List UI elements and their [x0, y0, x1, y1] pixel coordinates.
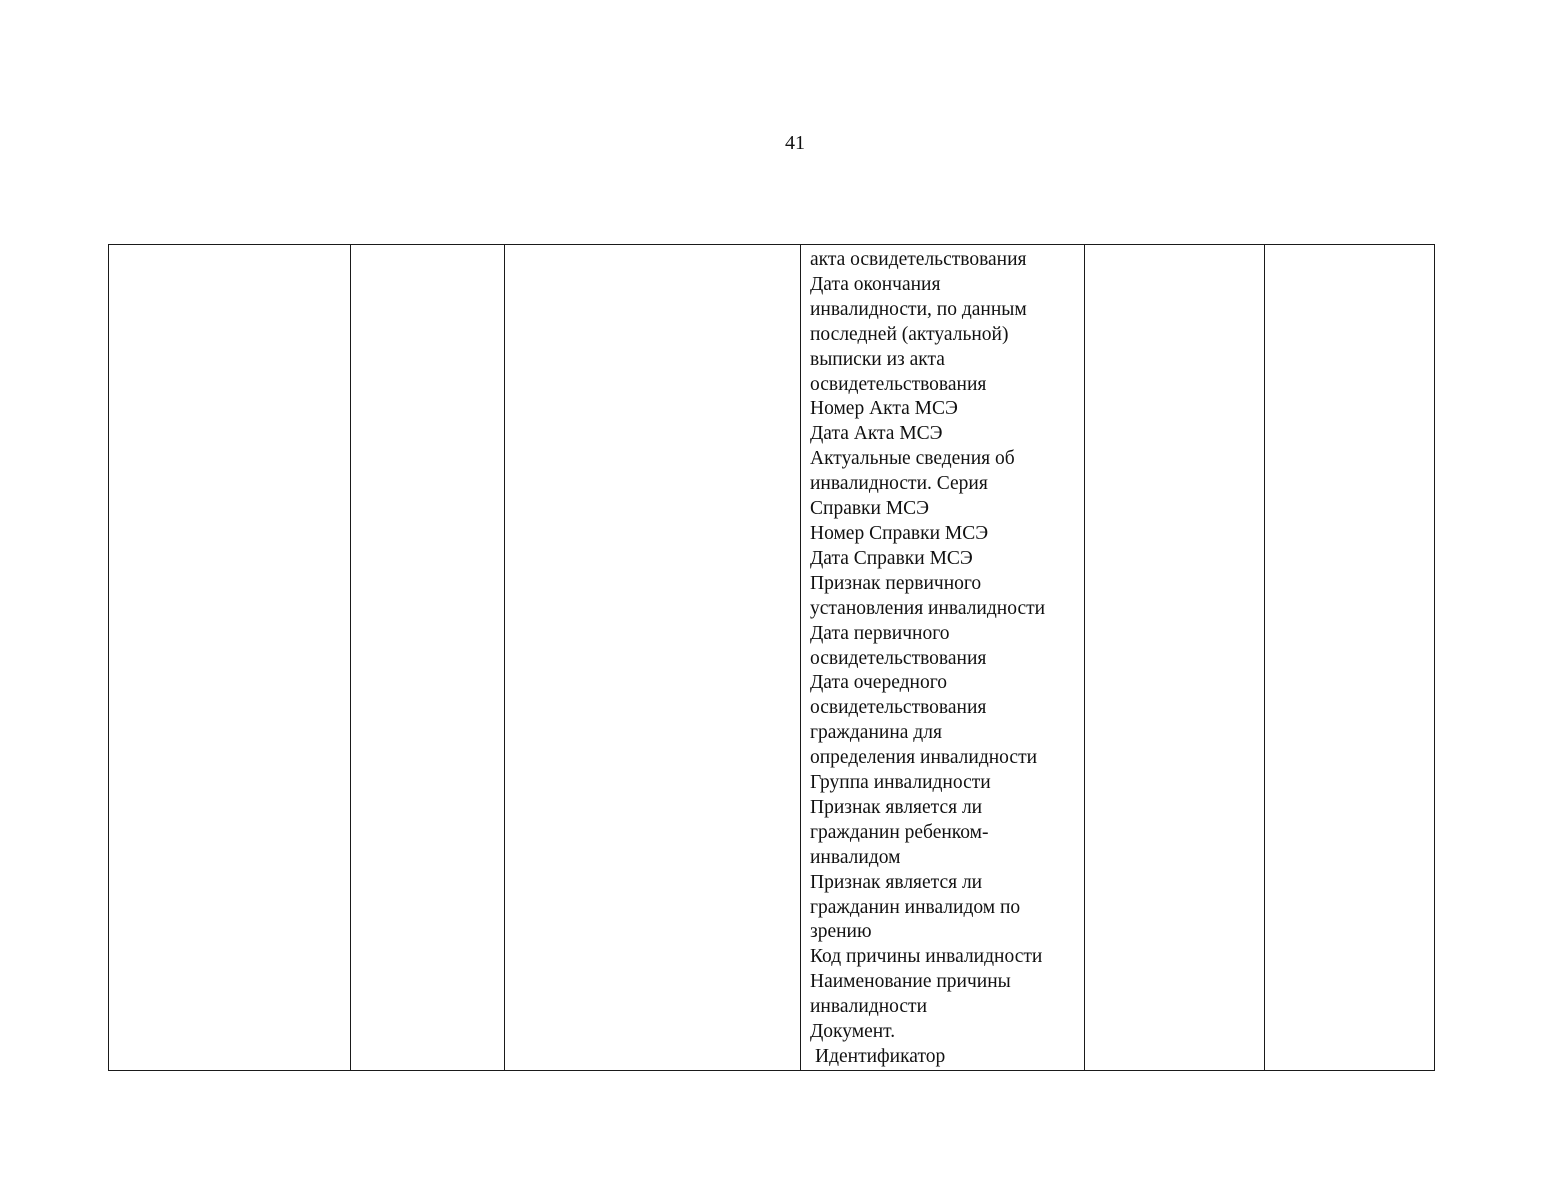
field-list-line: последней (актуальной): [810, 323, 1009, 345]
field-list-line: гражданин ребенком-: [810, 821, 989, 843]
field-list-line: Дата первичного: [810, 622, 950, 644]
field-list-line: Признак является ли: [810, 796, 983, 818]
table-cell-col-5: [1085, 245, 1265, 1071]
field-list-line: Код причины инвалидности: [810, 946, 1043, 968]
field-list-line: Идентификатор: [815, 1046, 946, 1067]
table-row: [109, 245, 1435, 1071]
field-list-line: Дата окончания: [810, 273, 941, 295]
field-list-line: зрению: [810, 921, 872, 943]
field-list-line: Справки МСЭ: [810, 498, 930, 520]
field-list-line: инвалидности. Серия: [810, 473, 988, 495]
field-list-line: инвалидности: [810, 996, 928, 1018]
field-list-line: определения инвалидности: [810, 747, 1038, 769]
field-list-line: Дата Акта МСЭ: [810, 423, 943, 445]
field-list-line: акта освидетельствования: [810, 249, 1027, 270]
table-cell-col-6: [1265, 245, 1435, 1071]
field-list-line: гражданина для: [810, 722, 942, 744]
field-list-line: Документ.: [810, 1021, 896, 1043]
field-list-line: Признак первичного: [810, 572, 982, 594]
field-list-line: Дата очередного: [810, 672, 947, 694]
field-list-line: гражданин инвалидом по: [810, 896, 1021, 918]
field-list-line: Номер Справки МСЭ: [810, 522, 989, 544]
table-cell-field-list: [801, 245, 1085, 1071]
document-table: [108, 244, 1435, 1071]
field-list-line: Номер Акта МСЭ: [810, 398, 958, 420]
table-cell-col-3: [505, 245, 801, 1071]
field-list-line: установления инвалидности: [810, 597, 1046, 619]
field-list-line: Наименование причины: [810, 971, 1011, 993]
field-list-line: выписки из акта: [810, 348, 945, 370]
table-cell-col-1: [109, 245, 351, 1071]
field-list-line: инвалидом: [810, 846, 901, 868]
table-cell-col-2: [351, 245, 505, 1071]
field-list-line: освидетельствования: [810, 373, 987, 395]
field-list-line: Признак является ли: [810, 871, 983, 893]
field-list-line: Группа инвалидности: [810, 772, 991, 794]
field-list-line: освидетельствования: [810, 697, 987, 719]
field-list-line: Дата Справки МСЭ: [810, 547, 973, 569]
field-list-line: инвалидности, по данным: [810, 298, 1027, 320]
page-number: 41: [785, 132, 805, 154]
field-list-line: освидетельствования: [810, 647, 987, 669]
field-list-line: Актуальные сведения об: [810, 448, 1015, 470]
